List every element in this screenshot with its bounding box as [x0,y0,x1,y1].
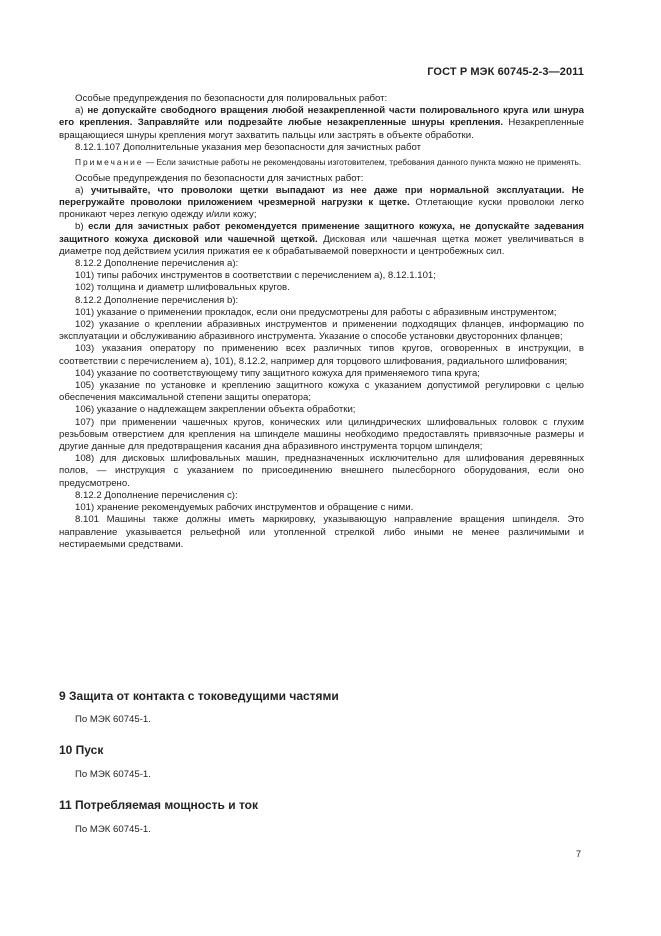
page-number: 7 [575,849,581,859]
list-line: 8.12.2 Дополнение перечисления а): [75,258,239,270]
brushing-item-a: а) учитывайте, что проволоки щетки выпадают из нее даже при нормальной эксплуатации. Не перегружайте проволоки приложением чрезмерной нагрузки к щетке. Отлетающие куски проволоки легко проникают через легкую одежду и/или кожу; [59,184,584,221]
list-line: 8.12.2 Дополнение перечисления с): [75,489,238,501]
list-line: 103) указания оператору по применению всех различных типов кругов, оговоренных в инструкции, в соответствии с перечислением а), 101), 8.12.2, например для торцового шлифования, радиального шлифования; [59,343,584,367]
list-line: 101) типы рабочих инструментов в соответствии с перечислением а), 8.12.1.101; [75,270,436,282]
list-line: 8.12.2 Дополнение перечисления b): [75,294,239,306]
section-9-text: По МЭК 60745-1. [75,714,151,725]
document-body [59,93,584,551]
polishing-item-a: а) не допускайте свободного вращения любой незакрепленной части полировального круга или шнура его крепления. Заправляйте или подрезайте любые незакрепленные шнуры крепления. Незакрепленные вращающиеся шнуры крепления могут захватить пальцы или застрять в объекте обработки. [59,105,585,141]
section-10-text: По МЭК 60745-1. [75,769,151,780]
note-label: Примечание [75,157,144,168]
brushing-item-a-bold: учитывайте, что проволоки щетки выпадают из нее даже при нормальной эксплуатации. Не перегружайте проволоки приложением чрезмерной нагрузки к щетке. [59,184,584,209]
note-text: — Если зачистные работы не рекомендованы изготовителем, требования данного пункта можно не применять. [143,157,582,168]
list-line: 106) указание о надлежащем закреплении объекта обработки; [75,404,356,416]
list-line: 102) толщина и диаметр шлифовальных кругов. [75,282,290,294]
list-line: 108) для дисковых шлифовальных машин, предназначенных исключительно для шлифования деревянных полов, — инструкция с указанием по присоединению внешнего пылесборного оборудования, если оно предусмотрено. [59,453,584,489]
list-line: 101) хранение рекомендуемых рабочих инструментов и обращение с ними. [75,502,414,514]
polishing-item-a-bold: не допускайте свободного вращения любой незакрепленной части полировального круга или шнура его крепления. Заправляйте или подрезайте любые незакрепленные шнуры крепления. [59,105,584,129]
list-line: 101) указание о применении прокладок, если они предусмотрены для работы с абразивным инструментом; [75,306,557,318]
note [59,157,584,169]
polishing-intro: Особые предупреждения по безопасности для полировальных работ: [75,93,388,104]
standard-header: ГОСТ Р МЭК 60745-2-3—2011 [427,66,584,78]
list-line: 8.101 Машины также должны иметь маркировку, указывающую направление вращения шпинделя. Это направление указывается рельефной или утопленной стрелкой либо иными не менее различимыми и нестираемыми средствами. [59,514,584,550]
brushing-item-b-bold: если для зачистных работ рекомендуется применение защитного кожуха, не допускайте задевания защитного кожуха дисковой или чашечной щеткой. [59,221,584,245]
section-10-title: 10 Пуск [59,743,104,757]
list-line: 104) указание по соответствующему типу защитного кожуха для применяемого типа круга; [75,367,480,379]
section-11-title: 11 Потребляемая мощность и ток [59,798,259,812]
section-11 [59,798,584,836]
section-9-title: 9 Защита от контакта с токоведущими частями [59,689,339,703]
list-line: 102) указание о креплении абразивных инструментов и применении подходящих фланцев, информацию по эксплуатации и обслуживанию абразивного инструмента. Указание о способе установки двусторонних фланцев; [59,319,584,343]
brushing-item-b: b) если для зачистных работ рекомендуется применение защитного кожуха, не допускайте задевания защитного кожуха дисковой или чашечной щеткой. Дисковая или чашечная щетка может увеличиваться в диаметре под действием усилия прижатия ее к обрабатываемой поверхности и центробежных сил. [59,221,585,257]
clause-8-12-1-107: 8.12.1.107 Дополнительные указания мер безопасности для зачистных работ [75,141,422,153]
list-line: 107) при применении чашечных кругов, конических или цилиндрических шлифовальных головок с глухим резьбовым отверстием для крепления на шпинделе машины необходимо предоставлять привязочные размеры и другие данные для предотвращения касания дна абразивного инструмента торцом шпинделя; [59,416,584,453]
list-line: 105) указание по установке и креплению защитного кожуха с указанием допустимой регулировки с целью обеспечения максимальной степени защиты оператора; [59,380,584,404]
brushing-intro: Особые предупреждения по безопасности для зачистных работ: [75,172,364,184]
section-9 [59,689,584,726]
section-10 [59,743,584,781]
section-11-text: По МЭК 60745-1. [75,824,151,835]
